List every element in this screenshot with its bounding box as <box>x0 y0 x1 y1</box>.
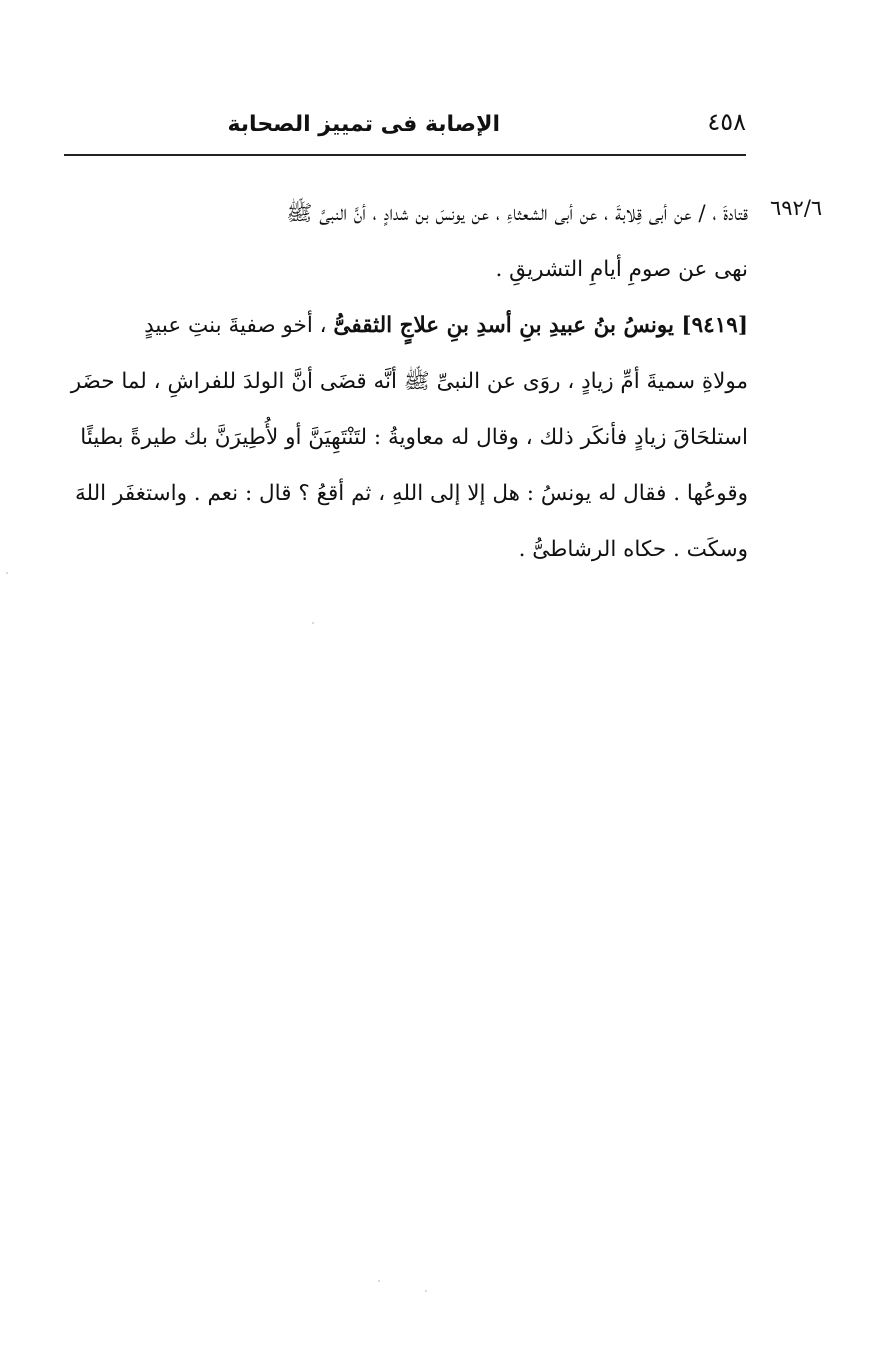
scan-speck <box>425 1290 427 1292</box>
text-line: وسكَت . حكاه الرشاطىُّ . <box>518 537 748 562</box>
text-line: قتادةَ ، / عن أبى قِلابةَ ، عن أبى الشعثاءِ ، عن يونسَ بن شدادٍ ، أنَّ النبىَّ ﷺ <box>286 201 748 226</box>
biography-entry <box>62 298 748 578</box>
scan-speck <box>312 622 314 624</box>
scan-speck <box>6 572 8 574</box>
paragraph-continuation <box>62 186 748 298</box>
text-line: نهى عن صومِ أيامِ التشريقِ . <box>495 257 748 282</box>
running-title: الإصابة فى تمييز الصحابة <box>227 112 500 137</box>
entry-heading: [٩٤١٩] يونسُ بنُ عبيدِ بنِ أسدِ بنِ علاجٍ الثقفىُّ <box>333 313 748 338</box>
text-line: وقوعُها . فقال له يونسُ : هل إلا إلى اللهِ ، ثم أقعُ ؟ قال : نعم . واستغفَر اللهَ <box>74 481 748 506</box>
page-header <box>64 104 746 156</box>
text-line: استلحَاقَ زيادٍ فأنكَر ذلك ، وقال له معاويةُ : لتَنْتَهِيَنَّ أو لأُطِيرَنَّ بك طيرةً بطيئًا <box>80 425 748 450</box>
text-line: مولاةِ سميةَ أمِّ زيادٍ ، روَى عن النبىِّ ﷺ أنَّه قضَى أنَّ الولدَ للفراشِ ، لما حضَر <box>70 369 748 394</box>
margin-reference: ٦٩٢/٦ <box>770 196 823 220</box>
entry-heading-rest: ، أخو صفيةَ بنتِ عبيدٍ <box>144 313 334 338</box>
page-number: ٤٥٨ <box>707 108 746 136</box>
entry-first-line <box>62 298 748 354</box>
scan-speck <box>378 1280 380 1282</box>
